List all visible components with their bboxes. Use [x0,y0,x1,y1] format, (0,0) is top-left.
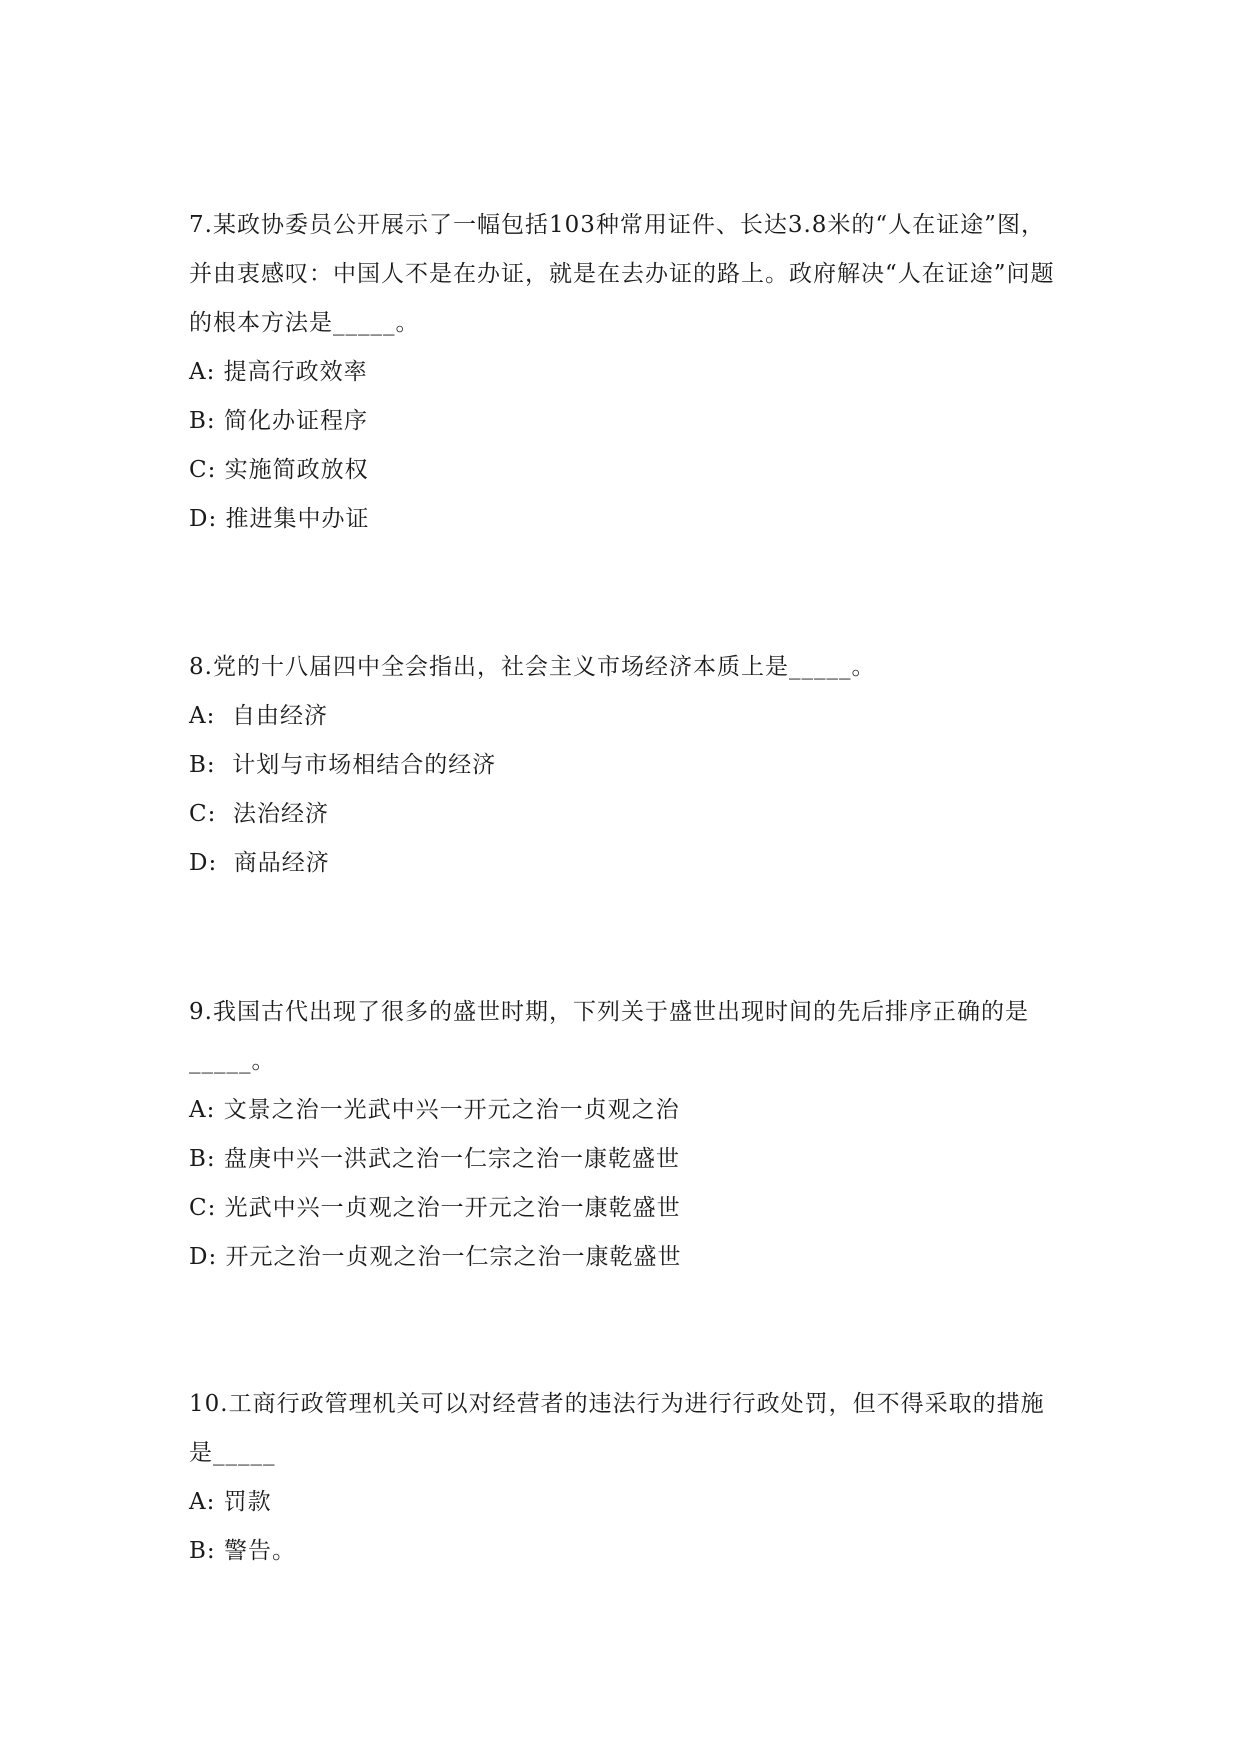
option-b: B: 计划与市场相结合的经济 [189,752,497,778]
question-stem: 7.某政协委员公开展示了一幅包括103种常用证件、长达3.8米的“人在证途”图，并由衷感叹：中国人不是在办证，就是在去办证的路上。政府解决“人在证途”问题的根本方法是_____。 [189,212,1055,336]
question-9 [189,988,1059,1282]
option-d: D: 开元之治一贞观之治一仁宗之治一康乾盛世 [189,1244,682,1270]
option-c: C: 实施简政放权 [189,457,369,483]
option-d: D: 商品经济 [189,850,330,876]
option-c: C: 光武中兴一贞观之治一开元之治一康乾盛世 [189,1195,681,1221]
option-b: B: 简化办证程序 [189,408,368,434]
option-a: A: 自由经济 [189,703,328,729]
question-10 [189,1380,1059,1576]
option-b: B: 盘庚中兴一洪武之治一仁宗之治一康乾盛世 [189,1146,680,1172]
question-8 [189,643,1059,888]
question-stem: 10.工商行政管理机关可以对经营者的违法行为进行行政处罚，但不得采取的措施是_____ [189,1391,1045,1466]
question-7 [189,201,1059,544]
option-b: B: 警告。 [189,1538,296,1564]
option-d: D: 推进集中办证 [189,506,370,532]
option-a: A: 提高行政效率 [189,359,368,385]
option-c: C: 法治经济 [189,801,329,827]
question-stem: 8.党的十八届四中全会指出，社会主义市场经济本质上是_____。 [189,654,876,680]
option-a: A: 文景之治一光武中兴一开元之治一贞观之治 [189,1097,680,1123]
option-a: A: 罚款 [189,1489,272,1515]
question-stem: 9.我国古代出现了很多的盛世时期，下列关于盛世出现时间的先后排序正确的是_____。 [189,999,1029,1074]
